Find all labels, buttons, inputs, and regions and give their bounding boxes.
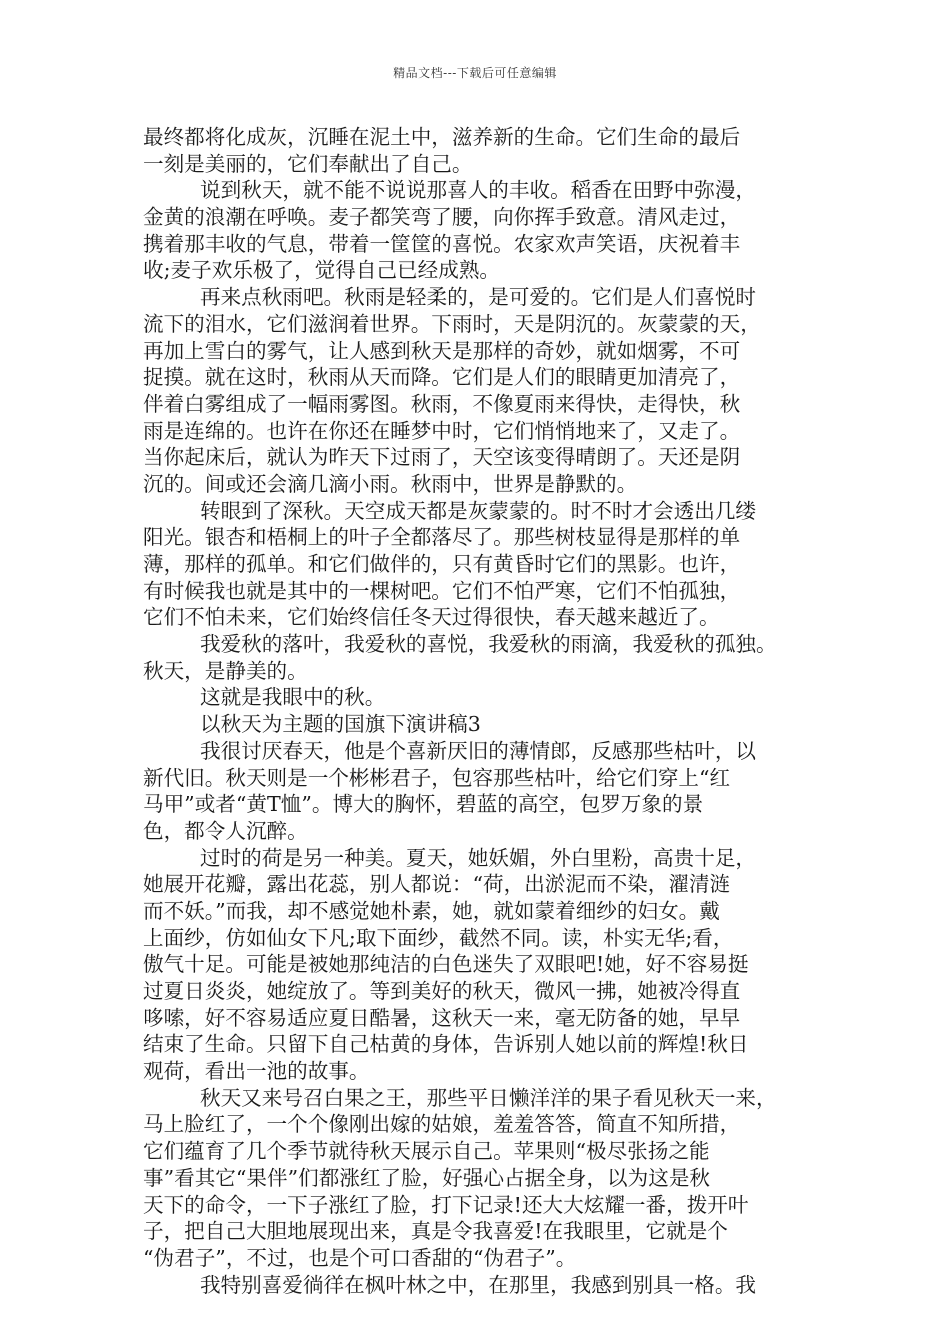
text-line: 马甲”或者“黄T恤”。博大的胸怀，碧蓝的高空，包罗万象的景	[143, 792, 704, 817]
text-line: 雨是连绵的。也许在你还在睡梦中时，它们悄悄地来了，又走了。	[143, 418, 741, 443]
text-line: 以秋天为主题的国旗下演讲稿3	[200, 712, 481, 737]
text-line: 天下的命令，一下子涨红了脸，打下记录!还大大炫耀一番，拨开叶	[143, 1192, 749, 1217]
text-line: 我特别喜爱徜徉在枫叶林之中，在那里，我感到别具一格。我	[200, 1272, 757, 1297]
text-line: 最终都将化成灰，沉睡在泥土中，滋养新的生命。它们生命的最后	[143, 125, 741, 149]
text-line: 携着那丰收的气息，带着一筐筐的喜悦。农家欢声笑语，庆祝着丰	[143, 231, 741, 256]
text-line: 沉的。间或还会滴几滴小雨。秋雨中，世界是静默的。	[143, 471, 638, 496]
text-line: 观荷，看出一池的故事。	[143, 1059, 370, 1084]
text-line: 它们不怕未来，它们始终信任冬天过得很快，春天越来越近了。	[143, 605, 720, 630]
text-line: 转眼到了深秋。天空成天都是灰蒙蒙的。时不时才会透出几缕	[200, 498, 757, 523]
text-line: 薄，那样的孤单。和它们做伴的，只有黄昏时它们的黑影。也许，	[143, 552, 741, 576]
text-line: 流下的泪水，它们滋润着世界。下雨时，天是阴沉的。灰蒙蒙的天，	[143, 311, 761, 336]
text-line: 哆嗦，好不容易适应夏日酷暑，这秋天一来，毫无防备的她，早早	[143, 1005, 741, 1030]
text-line: 一刻是美丽的，它们奉献出了自己。	[143, 151, 473, 176]
text-line: 过时的荷是另一种美。夏天，她妖媚，外白里粉，高贵十足，	[200, 845, 757, 870]
text-line: 说到秋天，就不能不说说那喜人的丰收。稻香在田野中弥漫，	[200, 178, 757, 203]
text-line: 这就是我眼中的秋。	[200, 685, 386, 710]
text-line: 事”看其它“果伴”们都涨红了脸，好强心占据全身，以为这是秋	[143, 1165, 711, 1190]
text-line: 它们蕴育了几个季节就待秋天展示自己。苹果则“极尽张扬之能	[143, 1139, 710, 1164]
text-line: 马上脸红了，一个个像刚出嫁的姑娘，羞羞答答，简直不知所措，	[143, 1112, 741, 1137]
text-line: “伪君子”，不过，也是个可口香甜的“伪君子”。	[143, 1245, 577, 1270]
page-header: 精品文档---下载后可任意编辑	[393, 66, 557, 80]
text-line: 捉摸。就在这时，秋雨从天而降。它们是人们的眼睛更加清亮了，	[143, 365, 741, 390]
document-body	[143, 124, 833, 1298]
text-line: 过夏日炎炎，她绽放了。等到美好的秋天，微风一拂，她被冷得直	[143, 979, 741, 1003]
text-line: 收;麦子欢乐极了，觉得自己已经成熟。	[143, 258, 501, 283]
text-line: 再来点秋雨吧。秋雨是轻柔的，是可爱的。它们是人们喜悦时	[200, 285, 757, 310]
text-line: 伴着白雾组成了一幅雨雾图。秋雨，不像夏雨来得快，走得快，秋	[143, 391, 741, 416]
text-line: 金黄的浪潮在呼唤。麦子都笑弯了腰，向你挥手致意。清风走过，	[143, 205, 741, 230]
text-line: 我很讨厌春天，他是个喜新厌旧的薄情郎，反感那些枯叶，以	[200, 738, 757, 763]
text-line: 再加上雪白的雾气，让人感到秋天是那样的奇妙，就如烟雾，不可	[143, 338, 741, 363]
text-line: 有时候我也就是其中的一棵树吧。它们不怕严寒，它们不怕孤独，	[143, 578, 741, 603]
text-line: 结束了生命。只留下自己枯黄的身体，告诉别人她以前的辉煌!秋日	[143, 1032, 749, 1057]
text-line: 我爱秋的落叶，我爱秋的喜悦，我爱秋的雨滴，我爱秋的孤独。	[200, 632, 777, 657]
text-line: 阳光。银杏和梧桐上的叶子全都落尽了。那些树枝显得是那样的单	[143, 525, 741, 550]
text-line: 色，都令人沉醉。	[143, 818, 308, 843]
text-line: 秋天，是静美的。	[143, 658, 308, 683]
text-line: 而不妖。”而我，却不感觉她朴素，她，就如蒙着细纱的妇女。戴	[143, 898, 720, 923]
text-line: 子，把自己大胆地展现出来，真是令我喜爱!在我眼里，它就是个	[143, 1219, 728, 1244]
text-line: 当你起床后，就认为昨天下过雨了，天空该变得晴朗了。天还是阴	[143, 445, 741, 470]
text-line: 她展开花瓣，露出花蕊，别人都说：“荷，出淤泥而不染，濯清涟	[143, 872, 731, 897]
text-line: 秋天又来号召白果之王，那些平日懒洋洋的果子看见秋天一来，	[200, 1085, 777, 1110]
text-line: 上面纱，仿如仙女下凡;取下面纱，截然不同。读，朴实无华;看，	[143, 925, 734, 950]
text-line: 新代旧。秋天则是一个彬彬君子，包容那些枯叶，给它们穿上“红	[143, 765, 731, 790]
text-line: 傲气十足。可能是被她那纯洁的白色迷失了双眼吧!她，好不容易挺	[143, 952, 749, 977]
